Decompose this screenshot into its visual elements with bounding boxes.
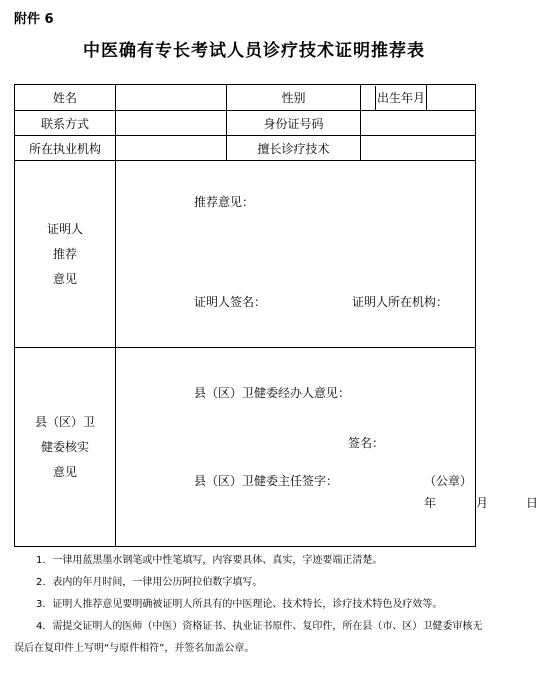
referee-signature-label: 证明人签名： <box>194 295 267 309</box>
note-4: 4．需提交证明人的医师（中医）资格证书、执业证书原件、复印件，所在县（市、区）卫健委审核无误后在复印件上写明“与原件相符”，并签名加盖公章。 <box>14 621 483 654</box>
county-side-line1: 县（区）卫 <box>34 414 95 429</box>
day-label: 日 <box>526 496 538 510</box>
referee-side-line3: 意见 <box>52 271 77 286</box>
institution-label: 所在执业机构 <box>15 136 116 161</box>
county-side-line2: 健委核实 <box>40 439 89 454</box>
name-value-cell[interactable] <box>116 85 227 111</box>
county-sign-label: 签名： <box>348 436 385 450</box>
county-director-signature-label: 县（区）卫健委主任签字： <box>194 474 339 488</box>
attachment-label: 附件 6 <box>14 12 54 27</box>
specialty-value-cell[interactable] <box>361 136 476 161</box>
referee-organization-label: 证明人所在机构： <box>352 295 449 309</box>
official-seal-label: （公章） <box>424 474 473 488</box>
contact-label: 联系方式 <box>15 111 116 136</box>
referee-side-line2: 推荐 <box>52 246 77 261</box>
note-2: 2．表内的年月时间，一律用公历阿拉伯数字填写。 <box>36 577 263 588</box>
form-notes <box>14 550 484 660</box>
contact-value-cell[interactable] <box>116 111 227 136</box>
birth-label: 出生年月 <box>377 91 426 105</box>
note-1: 1．一律用蓝黑墨水钢笔或中性笔填写，内容要具体、真实，字迹要端正清楚。 <box>36 555 383 566</box>
county-side-line3: 意见 <box>52 464 77 479</box>
gender-label: 性别 <box>227 85 361 111</box>
specialty-label: 擅长诊疗技术 <box>227 136 361 161</box>
gender-value-cell[interactable] <box>361 85 427 111</box>
gender-value[interactable] <box>361 86 376 110</box>
id-number-value-cell[interactable] <box>361 111 476 136</box>
county-verification-area[interactable] <box>116 348 538 547</box>
referee-side-line1: 证明人 <box>46 221 83 236</box>
year-label: 年 <box>424 496 437 510</box>
referee-side-label <box>15 161 116 348</box>
month-label: 月 <box>476 496 489 510</box>
county-handler-opinion-label: 县（区）卫健委经办人意见： <box>194 386 351 400</box>
birth-value-cell[interactable] <box>427 85 476 111</box>
county-side-label <box>15 348 116 547</box>
institution-value-cell[interactable] <box>116 136 227 161</box>
note-3: 3．证明人推荐意见要明确被证明人所具有的中医理论、技术特长，诊疗技术特色及疗效等。 <box>36 599 443 610</box>
name-label: 姓名 <box>15 85 116 111</box>
referee-opinion-label: 推荐意见： <box>194 195 255 209</box>
id-number-label: 身份证号码 <box>227 111 361 136</box>
form-title: 中医确有专长考试人员诊疗技术证明推荐表 <box>83 41 425 61</box>
referee-opinion-area[interactable] <box>116 161 476 348</box>
recommendation-form <box>14 84 538 547</box>
